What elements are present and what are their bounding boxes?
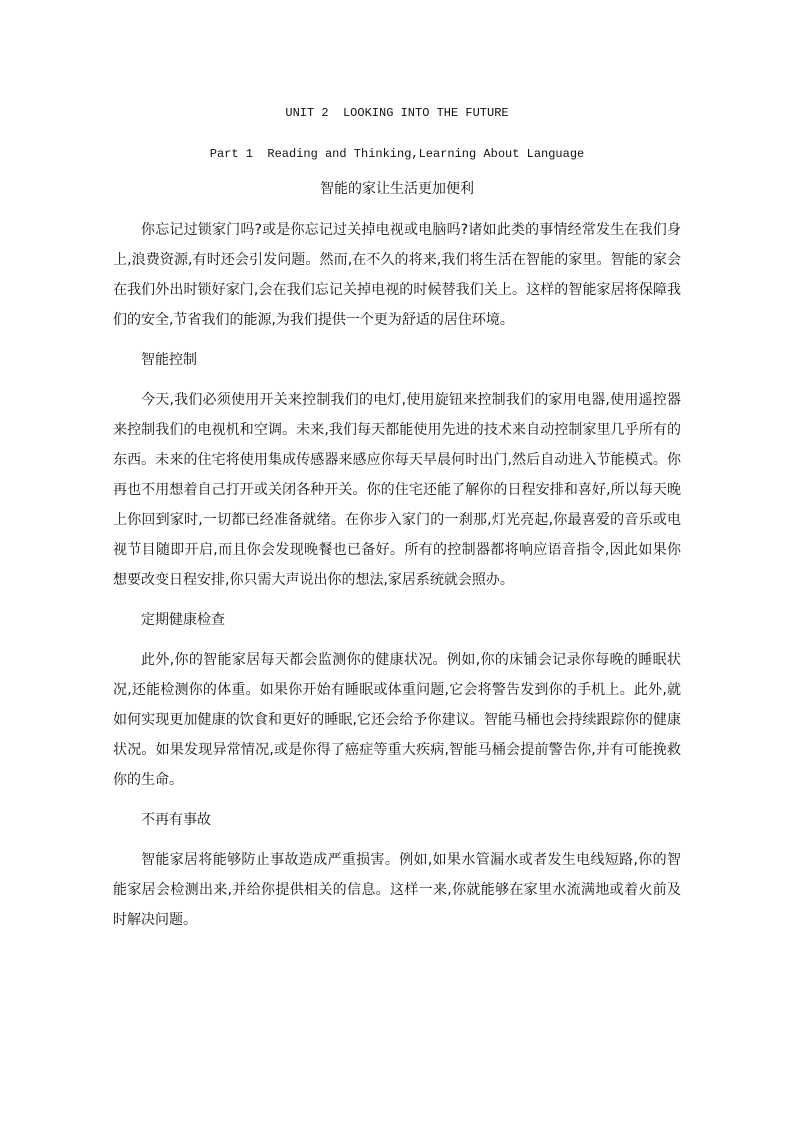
section-heading-no-accidents: 不再有事故 bbox=[141, 812, 211, 828]
part-subtitle: Part 1 Reading and Thinking,Learning About Language bbox=[209, 147, 585, 161]
unit-title: UNIT 2 LOOKING INTO THE FUTURE bbox=[285, 106, 509, 120]
section-paragraph-health-check: 此外,你的智能家居每天都会监测你的健康状况。例如,你的床铺会记录你每晚的睡眠状况,还能检测你的体重。如果你开始有睡眠或体重问题,它会将警告发到你的手机上。此外,就如何实现更加健康的饮食和更好的睡眠,它还会给予你建议。智能马桶也会持续跟踪你的健康状况。如果发现异常情况,或是你得了癌症等重大疾病,智能马桶会提前警告你,并有可能挽救你的生命。 bbox=[113, 652, 681, 788]
intro-paragraph: 你忘记过锁家门吗?或是你忘记过关掉电视或电脑吗?诸如此类的事情经常发生在我们身上,浪费资源,有时还会引发问题。然而,在不久的将来,我们将生活在智能的家里。智能的家会在我们外出时锁好家门,会在我们忘记关掉电视的时候替我们关上。这样的智能家居将保障我们的安全,节省我们的能源,为我们提供一个更为舒适的居住环境。 bbox=[113, 222, 681, 328]
section-heading-smart-control: 智能控制 bbox=[141, 352, 197, 368]
document-content bbox=[113, 92, 681, 935]
article-title: 智能的家让生活更加便利 bbox=[320, 181, 474, 197]
section-paragraph-no-accidents: 智能家居将能够防止事故造成严重损害。例如,如果水管漏水或者发生电线短路,你的智能家居会检测出来,并给你提供相关的信息。这样一来,你就能够在家里水流满地或着火前及时解决问题。 bbox=[113, 852, 681, 928]
section-paragraph-smart-control: 今天,我们必须使用开关来控制我们的电灯,使用旋钮来控制我们的家用电器,使用遥控器来控制我们的电视机和空调。未来,我们每天都能使用先进的技术来自动控制家里几乎所有的东西。未来的住宅将使用集成传感器来感应你每天早晨何时出门,然后自动进入节能模式。你再也不用想着自己打开或关闭各种开关。你的住宅还能了解你的日程安排和喜好,所以每天晚上你回到家时,一切都已经准备就绪。在你步入家门的一刹那,灯光亮起,你最喜爱的音乐或电视节目随即开启,而且你会发现晚餐也已备好。所有的控制器都将响应语音指令,因此如果你想要改变日程安排,你只需大声说出你的想法,家居系统就会照办。 bbox=[113, 392, 681, 588]
section-heading-health-check: 定期健康检查 bbox=[141, 612, 225, 628]
